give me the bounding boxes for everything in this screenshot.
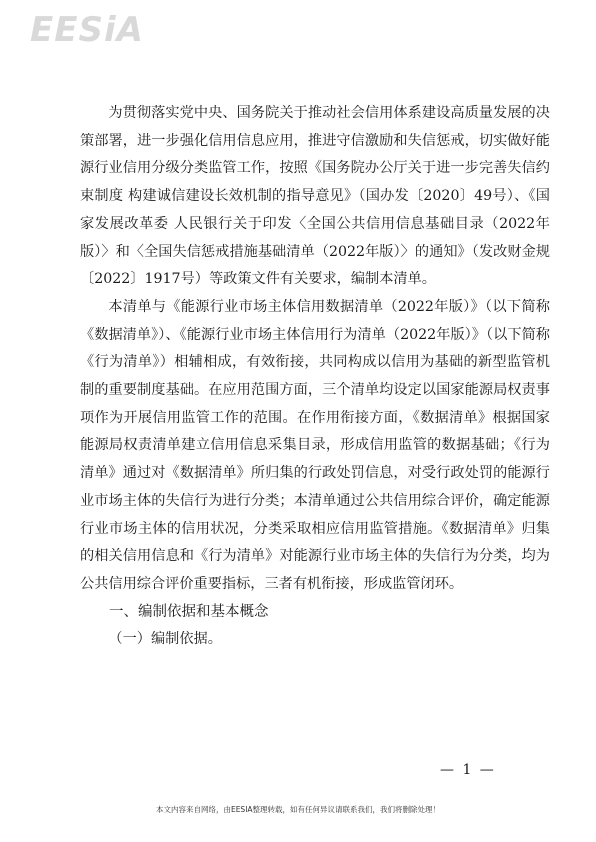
paragraph-relationship: 本清单与《能源行业市场主体信用数据清单（2022年版）》（以下简称《数据清单》）、《能源行业市场主体信用行为清单（2022年版）》（以下简称《行为清单》）相辅相成，有效衔接，共同构成以信用为基础的新型监管机制的重要制度基础。在应用范围方面，三个清单均设定以国家能源局权责事项作为开展信用监管工作的范围。在作用衔接方面，《数据清单》根据国家能源局权责清单建立信用信息采集目录，形成信用监管的数据基础；《行为清单》通过对《数据清单》所归集的行政处罚信息，对受行政处罚的能源行业市场主体的失信行为进行分类；本清单通过公共信用综合评价，确定能源行业市场主体的信用状况，分类采取相应信用监管措施。《数据清单》归集的相关信用信息和《行为清单》对能源行业市场主体的失信行为分类，均为公共信用综合评价重要指标，三者有机衔接，形成监管闭环。 bbox=[80, 298, 550, 592]
section-heading-basis: 一、编制依据和基本概念 bbox=[109, 603, 269, 620]
paragraph-intro: 为贯彻落实党中央、国务院关于推动社会信用体系建设高质量发展的决策部署，进一步强化信用信息应用，推进守信激励和失信惩戒，切实做好能源行业信用分级分类监管工作，按照《国务院办公厅关于进一步完善失信约束制度 构建诚信建设长效机制的指导意见》（国办发〔2020〕49号）、《国家发展改革委 人民银行关于印发〈全国公共信用信息基础目录（2022年版）〉和〈全国失信惩戒措施基础清单（2022年版）〉的通知》（发改财金规〔2022〕1917号）等政策文件有关要求，编制本清单。 bbox=[80, 105, 550, 288]
page-number: — 1 — bbox=[440, 762, 496, 778]
eesia-logo: EESiA bbox=[30, 10, 144, 50]
document-body bbox=[80, 100, 550, 654]
footer-notice: 本文内容来自网络，由EESIA整理转载，如有任何异议请联系我们，我们将删除处理！ bbox=[155, 805, 441, 814]
subsection-heading: （一）编制依据。 bbox=[108, 631, 222, 648]
